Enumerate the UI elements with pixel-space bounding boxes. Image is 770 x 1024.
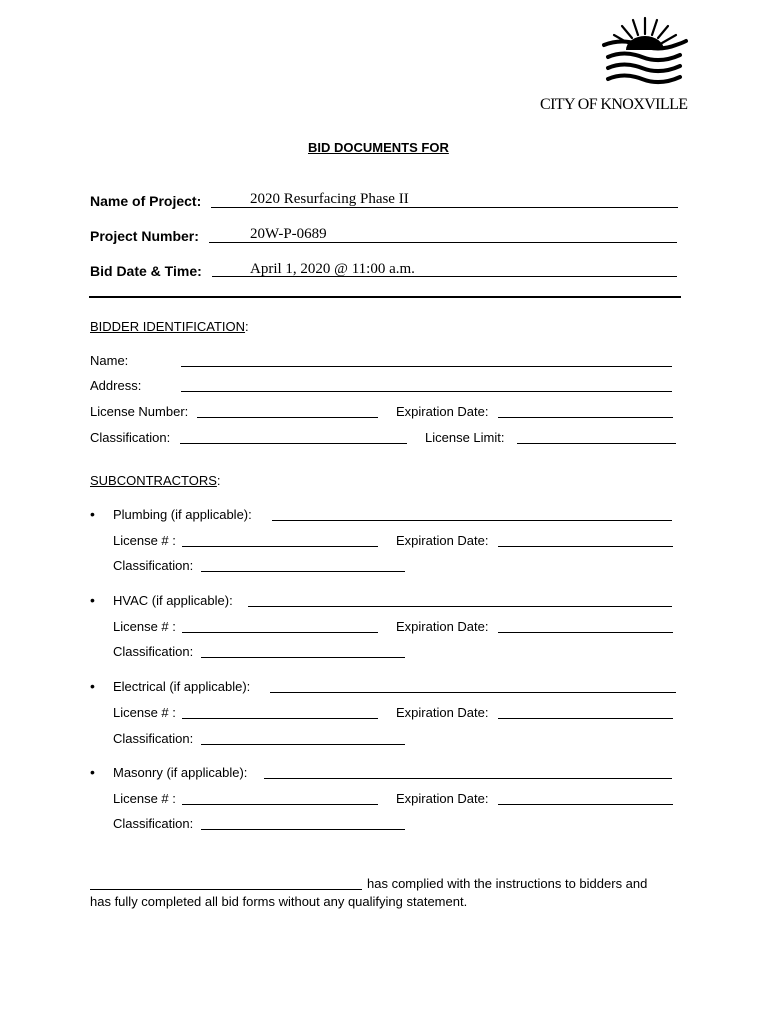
hvac-bullet: • — [90, 592, 95, 608]
plumbing-bullet: • — [90, 506, 95, 522]
city-name-logo-text: CITY OF KNOXVILLE — [540, 96, 688, 113]
bidder-address-label: Address: — [90, 378, 142, 393]
bidder-heading-colon: : — [245, 319, 249, 334]
electrical-bullet: • — [90, 678, 95, 694]
bidder-license-limit-label: License Limit: — [425, 430, 505, 445]
electrical-name-field[interactable] — [270, 692, 676, 693]
subcontractors-heading — [90, 473, 221, 488]
bidder-classification-label: Classification: — [90, 430, 171, 445]
project-name-label: Name of Project: — [90, 193, 202, 209]
plumbing-license-label: License # : — [113, 533, 176, 548]
bidder-name-label: Name: — [90, 353, 129, 368]
masonry-bullet: • — [90, 764, 95, 780]
electrical-expiration-label: Expiration Date: — [396, 705, 489, 720]
project-name-value[interactable]: 2020 Resurfacing Phase II — [250, 191, 409, 207]
plumbing-label: Plumbing (if applicable): — [113, 507, 252, 522]
plumbing-license-field[interactable] — [182, 546, 378, 547]
project-number-value[interactable]: 20W-P-0689 — [250, 226, 327, 242]
hvac-expiration-field[interactable] — [498, 632, 673, 633]
document-title: BID DOCUMENTS FOR — [308, 140, 449, 155]
masonry-license-field[interactable] — [182, 804, 378, 805]
hvac-license-field[interactable] — [182, 632, 378, 633]
bidder-license-limit-field[interactable] — [517, 443, 676, 444]
electrical-expiration-field[interactable] — [498, 718, 673, 719]
masonry-classification-field[interactable] — [201, 829, 405, 830]
electrical-license-field[interactable] — [182, 718, 378, 719]
bidder-statement-name-field[interactable] — [90, 889, 362, 890]
bidder-heading-text: BIDDER IDENTIFICATION — [90, 319, 246, 334]
masonry-classification-label: Classification: — [113, 816, 194, 831]
bidder-name-field[interactable] — [181, 366, 672, 367]
project-number-label: Project Number: — [90, 228, 199, 244]
plumbing-classification-field[interactable] — [201, 571, 405, 572]
bidder-expiration-field[interactable] — [498, 417, 673, 418]
bid-date-value[interactable]: April 1, 2020 @ 11:00 a.m. — [250, 261, 415, 277]
bidder-expiration-label: Expiration Date: — [396, 404, 489, 419]
hvac-classification-label: Classification: — [113, 644, 194, 659]
bidder-license-field[interactable] — [197, 417, 378, 418]
bidder-classification-field[interactable] — [180, 443, 407, 444]
electrical-label: Electrical (if applicable): — [113, 679, 251, 694]
hvac-expiration-label: Expiration Date: — [396, 619, 489, 634]
masonry-expiration-field[interactable] — [498, 804, 673, 805]
subcontractors-heading-text: SUBCONTRACTORS — [90, 473, 217, 488]
statement-line-2: has fully completed all bid forms without any qualifying statement. — [90, 894, 468, 909]
header-divider — [89, 296, 681, 298]
bidder-address-field[interactable] — [181, 391, 672, 392]
electrical-classification-field[interactable] — [201, 744, 405, 745]
electrical-license-label: License # : — [113, 705, 176, 720]
hvac-label: HVAC (if applicable): — [113, 593, 233, 608]
bid-date-label: Bid Date & Time: — [90, 263, 202, 279]
sun-waves-icon — [600, 12, 690, 87]
hvac-name-field[interactable] — [248, 606, 672, 607]
subcontractors-heading-colon: : — [216, 473, 221, 488]
statement-line-1: has complied with the instructions to bidders and — [367, 876, 648, 891]
masonry-expiration-label: Expiration Date: — [396, 791, 489, 806]
plumbing-expiration-field[interactable] — [498, 546, 673, 547]
hvac-classification-field[interactable] — [201, 657, 405, 658]
masonry-name-field[interactable] — [264, 778, 672, 779]
bidder-identification-heading — [90, 319, 249, 334]
plumbing-classification-label: Classification: — [113, 558, 194, 573]
masonry-license-label: License # : — [113, 791, 176, 806]
plumbing-name-field[interactable] — [272, 520, 672, 521]
city-logo — [600, 12, 690, 87]
bidder-license-label: License Number: — [90, 404, 189, 419]
masonry-label: Masonry (if applicable): — [113, 765, 248, 780]
electrical-classification-label: Classification: — [113, 731, 194, 746]
hvac-license-label: License # : — [113, 619, 176, 634]
plumbing-expiration-label: Expiration Date: — [396, 533, 489, 548]
